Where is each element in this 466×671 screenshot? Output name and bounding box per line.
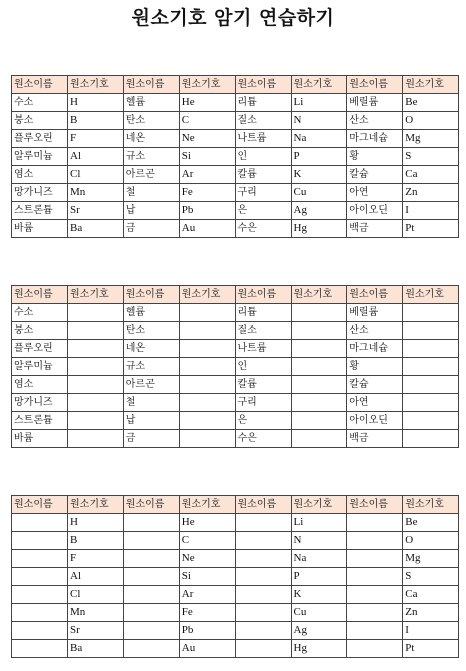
element-symbol-cell: K [291, 166, 347, 184]
element-symbol-cell: Pt [403, 220, 459, 238]
element-name-cell: 수은 [235, 220, 291, 238]
element-name-cell: 플루오린 [12, 340, 68, 358]
name-answer-blank[interactable] [347, 604, 403, 622]
element-name-cell: 붕소 [12, 112, 68, 130]
element-name-cell: 칼륨 [235, 376, 291, 394]
element-name-cell: 납 [123, 412, 179, 430]
element-symbol-cell: Cl [68, 586, 124, 604]
element-name-cell: 마그네슘 [347, 340, 403, 358]
element-name-cell: 질소 [235, 322, 291, 340]
element-name-header: 원소이름 [235, 76, 291, 94]
element-name-header: 원소이름 [12, 76, 68, 94]
element-name-header: 원소이름 [347, 286, 403, 304]
element-name-cell: 스트론튬 [12, 412, 68, 430]
name-answer-blank[interactable] [347, 568, 403, 586]
symbol-answer-blank[interactable] [403, 322, 459, 340]
element-name-cell: 아연 [347, 394, 403, 412]
element-symbol-cell: Si [179, 568, 235, 586]
element-symbol-cell: Al [68, 148, 124, 166]
name-answer-blank[interactable] [235, 550, 291, 568]
element-symbol-cell: B [68, 532, 124, 550]
name-answer-blank[interactable] [235, 568, 291, 586]
table-row [12, 550, 459, 568]
element-symbol-cell: O [403, 112, 459, 130]
symbol-answer-blank[interactable] [179, 322, 235, 340]
element-symbol-cell: Be [403, 94, 459, 112]
element-symbol-cell: Au [179, 640, 235, 658]
element-name-cell: 네온 [123, 130, 179, 148]
element-symbol-cell: Na [291, 130, 347, 148]
element-name-cell: 탄소 [123, 322, 179, 340]
table-row [12, 622, 459, 640]
element-name-cell: 망가니즈 [12, 184, 68, 202]
element-symbol-cell: Be [403, 514, 459, 532]
element-name-cell: 납 [123, 202, 179, 220]
name-answer-blank[interactable] [347, 550, 403, 568]
symbol-answer-blank[interactable] [68, 376, 124, 394]
element-name-cell: 칼슘 [347, 376, 403, 394]
element-name-cell: 아이오딘 [347, 412, 403, 430]
element-symbol-cell: He [179, 514, 235, 532]
element-name-cell: 산소 [347, 322, 403, 340]
element-symbol-header: 원소기호 [68, 76, 124, 94]
element-name-cell: 수은 [235, 430, 291, 448]
element-symbol-cell: Ca [403, 166, 459, 184]
element-symbol-cell: Pb [179, 622, 235, 640]
element-name-cell: 나트륨 [235, 340, 291, 358]
element-name-header: 원소이름 [347, 76, 403, 94]
element-name-cell: 플루오린 [12, 130, 68, 148]
element-name-cell: 철 [123, 394, 179, 412]
element-name-cell: 베릴륨 [347, 94, 403, 112]
element-symbol-cell: Cu [291, 604, 347, 622]
symbol-answer-blank[interactable] [179, 340, 235, 358]
element-symbol-cell: Na [291, 550, 347, 568]
element-name-header: 원소이름 [123, 76, 179, 94]
element-symbol-cell: Sr [68, 202, 124, 220]
element-symbol-cell: Mg [403, 130, 459, 148]
name-answer-blank[interactable] [347, 514, 403, 532]
element-name-cell: 백금 [347, 220, 403, 238]
name-answer-blank[interactable] [12, 514, 68, 532]
table-row [12, 412, 459, 430]
element-symbol-header: 원소기호 [291, 286, 347, 304]
element-symbol-header: 원소기호 [403, 286, 459, 304]
name-answer-blank[interactable] [12, 622, 68, 640]
table-row [12, 304, 459, 322]
element-name-cell: 칼륨 [235, 166, 291, 184]
element-symbol-cell: F [68, 550, 124, 568]
element-symbol-header: 원소기호 [403, 496, 459, 514]
symbol-answer-blank[interactable] [403, 376, 459, 394]
element-name-cell: 아연 [347, 184, 403, 202]
element-symbol-cell: Ne [179, 130, 235, 148]
name-answer-blank[interactable] [12, 586, 68, 604]
element-symbol-cell: Ba [68, 640, 124, 658]
element-name-cell: 리튬 [235, 304, 291, 322]
symbol-answer-blank[interactable] [291, 322, 347, 340]
element-name-cell: 네온 [123, 340, 179, 358]
name-answer-blank[interactable] [235, 514, 291, 532]
element-symbol-header: 원소기호 [291, 496, 347, 514]
page-title: 원소기호 암기 연습하기 [131, 7, 335, 29]
element-symbol-cell: Hg [291, 640, 347, 658]
element-symbol-cell: Mn [68, 604, 124, 622]
element-name-header: 원소이름 [12, 496, 68, 514]
element-symbol-cell: F [68, 130, 124, 148]
element-name-cell: 마그네슘 [347, 130, 403, 148]
table-row [12, 220, 459, 238]
element-symbol-cell: K [291, 586, 347, 604]
element-name-cell: 베릴륨 [347, 304, 403, 322]
element-name-cell: 붕소 [12, 322, 68, 340]
element-symbol-header: 원소기호 [68, 496, 124, 514]
element-name-cell: 규소 [123, 148, 179, 166]
table-row [12, 94, 459, 112]
name-answer-blank[interactable] [347, 586, 403, 604]
table-row [12, 376, 459, 394]
element-name-cell: 은 [235, 412, 291, 430]
symbol-answer-blank[interactable] [403, 304, 459, 322]
element-symbol-cell: Mn [68, 184, 124, 202]
element-name-cell: 인 [235, 148, 291, 166]
element-symbol-cell: Zn [403, 604, 459, 622]
element-symbol-header: 원소기호 [179, 496, 235, 514]
element-name-cell: 금 [123, 430, 179, 448]
element-name-cell: 바륨 [12, 220, 68, 238]
symbol-answer-blank[interactable] [68, 340, 124, 358]
name-answer-blank[interactable] [12, 568, 68, 586]
symbol-answer-blank[interactable] [291, 394, 347, 412]
element-name-cell: 구리 [235, 394, 291, 412]
element-name-cell: 아르곤 [123, 376, 179, 394]
element-symbol-cell: I [403, 622, 459, 640]
name-answer-blank[interactable] [347, 640, 403, 658]
table-row [12, 430, 459, 448]
symbol-answer-blank[interactable] [403, 412, 459, 430]
table-row [12, 130, 459, 148]
header-row [12, 496, 459, 514]
name-answer-blank[interactable] [235, 586, 291, 604]
symbol-answer-blank[interactable] [68, 430, 124, 448]
name-answer-blank[interactable] [235, 604, 291, 622]
element-symbol-cell: O [403, 532, 459, 550]
symbol-answer-blank[interactable] [68, 304, 124, 322]
table-row [12, 322, 459, 340]
element-name-cell: 스트론튬 [12, 202, 68, 220]
element-symbol-cell: Mg [403, 550, 459, 568]
element-symbol-cell: Pt [403, 640, 459, 658]
table-row [12, 568, 459, 586]
element-symbol-cell: Al [68, 568, 124, 586]
element-name-cell: 알루미늄 [12, 148, 68, 166]
symbol-answer-blank[interactable] [68, 358, 124, 376]
name-answer-blank[interactable] [123, 640, 179, 658]
element-name-cell: 수소 [12, 94, 68, 112]
element-name-cell: 나트륨 [235, 130, 291, 148]
element-symbol-cell: Hg [291, 220, 347, 238]
symbol-practice-table [11, 285, 459, 448]
element-symbol-cell: Fe [179, 184, 235, 202]
symbol-answer-blank[interactable] [179, 412, 235, 430]
name-answer-blank[interactable] [123, 532, 179, 550]
element-name-cell: 아르곤 [123, 166, 179, 184]
element-name-cell: 알루미늄 [12, 358, 68, 376]
symbol-answer-blank[interactable] [291, 376, 347, 394]
name-answer-blank[interactable] [235, 532, 291, 550]
table-row [12, 586, 459, 604]
table-row [12, 148, 459, 166]
element-name-header: 원소이름 [123, 286, 179, 304]
symbol-answer-blank[interactable] [68, 322, 124, 340]
element-name-cell: 규소 [123, 358, 179, 376]
element-symbol-cell: Fe [179, 604, 235, 622]
element-symbol-cell: He [179, 94, 235, 112]
element-name-cell: 황 [347, 358, 403, 376]
symbol-answer-blank[interactable] [179, 304, 235, 322]
table-row [12, 358, 459, 376]
table-row [12, 514, 459, 532]
element-name-header: 원소이름 [123, 496, 179, 514]
element-name-header: 원소이름 [235, 496, 291, 514]
symbol-answer-blank[interactable] [68, 412, 124, 430]
element-name-cell: 수소 [12, 304, 68, 322]
element-symbol-header: 원소기호 [403, 76, 459, 94]
table-row [12, 640, 459, 658]
element-name-cell: 망가니즈 [12, 394, 68, 412]
symbol-answer-blank[interactable] [179, 376, 235, 394]
element-symbol-cell: C [179, 112, 235, 130]
element-symbol-cell: Au [179, 220, 235, 238]
table-row [12, 340, 459, 358]
name-answer-blank[interactable] [12, 550, 68, 568]
symbol-answer-blank[interactable] [179, 358, 235, 376]
element-name-cell: 염소 [12, 166, 68, 184]
element-name-cell: 질소 [235, 112, 291, 130]
table-row [12, 394, 459, 412]
symbol-answer-blank[interactable] [403, 394, 459, 412]
element-symbol-cell: S [403, 568, 459, 586]
element-symbol-cell: Ar [179, 166, 235, 184]
element-name-cell: 인 [235, 358, 291, 376]
element-name-cell: 백금 [347, 430, 403, 448]
element-symbol-cell: Pb [179, 202, 235, 220]
name-answer-blank[interactable] [123, 550, 179, 568]
table-row [12, 112, 459, 130]
element-symbol-cell: Zn [403, 184, 459, 202]
name-answer-blank[interactable] [235, 622, 291, 640]
element-name-cell: 칼슘 [347, 166, 403, 184]
element-symbol-header: 원소기호 [68, 286, 124, 304]
element-symbol-cell: Ar [179, 586, 235, 604]
element-symbol-cell: C [179, 532, 235, 550]
element-symbol-cell: S [403, 148, 459, 166]
name-answer-blank[interactable] [12, 604, 68, 622]
table-row [12, 202, 459, 220]
element-name-cell: 탄소 [123, 112, 179, 130]
symbol-answer-blank[interactable] [403, 340, 459, 358]
element-symbol-cell: I [403, 202, 459, 220]
element-symbol-cell: N [291, 532, 347, 550]
symbol-answer-blank[interactable] [291, 412, 347, 430]
element-symbol-cell: Ne [179, 550, 235, 568]
element-symbol-cell: Si [179, 148, 235, 166]
element-symbol-cell: P [291, 148, 347, 166]
element-name-cell: 염소 [12, 376, 68, 394]
element-symbol-cell: Cu [291, 184, 347, 202]
element-symbol-header: 원소기호 [179, 286, 235, 304]
symbol-answer-blank[interactable] [68, 394, 124, 412]
name-answer-blank[interactable] [123, 568, 179, 586]
element-name-cell: 헬륨 [123, 304, 179, 322]
table-row [12, 604, 459, 622]
element-symbol-header: 원소기호 [291, 76, 347, 94]
symbol-answer-blank[interactable] [179, 430, 235, 448]
element-name-cell: 산소 [347, 112, 403, 130]
element-symbol-cell: Ag [291, 202, 347, 220]
symbol-answer-blank[interactable] [291, 430, 347, 448]
name-answer-blank[interactable] [123, 586, 179, 604]
element-name-cell: 아이오딘 [347, 202, 403, 220]
header-row [12, 76, 459, 94]
answer-table [11, 75, 459, 238]
element-name-cell: 황 [347, 148, 403, 166]
element-symbol-cell: Ag [291, 622, 347, 640]
symbol-answer-blank[interactable] [291, 340, 347, 358]
name-answer-blank[interactable] [235, 640, 291, 658]
element-name-header: 원소이름 [235, 286, 291, 304]
table-row [12, 166, 459, 184]
element-symbol-cell: P [291, 568, 347, 586]
element-symbol-cell: Sr [68, 622, 124, 640]
name-answer-blank[interactable] [12, 640, 68, 658]
name-answer-blank[interactable] [12, 532, 68, 550]
element-symbol-cell: Li [291, 514, 347, 532]
element-symbol-header: 원소기호 [179, 76, 235, 94]
element-symbol-cell: B [68, 112, 124, 130]
element-symbol-cell: Cl [68, 166, 124, 184]
name-answer-blank[interactable] [347, 532, 403, 550]
element-name-cell: 바륨 [12, 430, 68, 448]
header-row [12, 286, 459, 304]
element-symbol-cell: N [291, 112, 347, 130]
name-answer-blank[interactable] [123, 622, 179, 640]
name-answer-blank[interactable] [123, 514, 179, 532]
element-symbol-cell: Li [291, 94, 347, 112]
symbol-answer-blank[interactable] [403, 430, 459, 448]
table-row [12, 184, 459, 202]
name-practice-table [11, 495, 459, 658]
name-answer-blank[interactable] [123, 604, 179, 622]
element-symbol-cell: Ca [403, 586, 459, 604]
symbol-answer-blank[interactable] [291, 304, 347, 322]
element-name-cell: 헬륨 [123, 94, 179, 112]
element-name-cell: 금 [123, 220, 179, 238]
element-name-cell: 은 [235, 202, 291, 220]
element-name-cell: 구리 [235, 184, 291, 202]
symbol-answer-blank[interactable] [291, 358, 347, 376]
element-symbol-cell: H [68, 94, 124, 112]
element-symbol-cell: H [68, 514, 124, 532]
symbol-answer-blank[interactable] [403, 358, 459, 376]
table-row [12, 532, 459, 550]
symbol-answer-blank[interactable] [179, 394, 235, 412]
element-name-header: 원소이름 [347, 496, 403, 514]
element-symbol-cell: Ba [68, 220, 124, 238]
name-answer-blank[interactable] [347, 622, 403, 640]
element-name-cell: 리튬 [235, 94, 291, 112]
element-name-cell: 철 [123, 184, 179, 202]
element-name-header: 원소이름 [12, 286, 68, 304]
